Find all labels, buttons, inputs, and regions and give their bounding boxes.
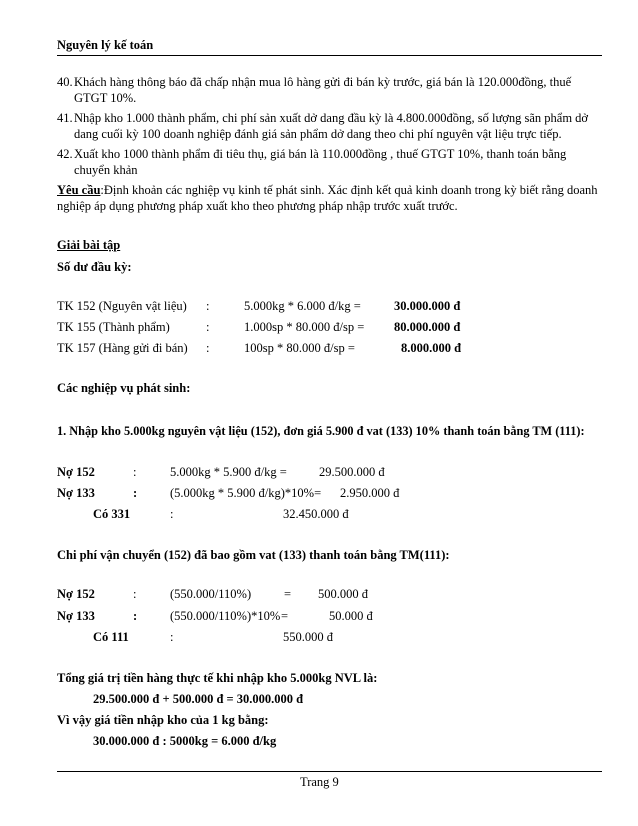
entry-calc: 5.000kg * 5.900 đ/kg =: [170, 465, 287, 479]
entry-amount: 550.000 đ: [283, 630, 333, 644]
opening-row-amount: 8.000.000 đ: [401, 341, 462, 355]
entry-label: Nợ 152: [57, 465, 95, 479]
opening-row-account: TK 152 (Nguyên vật liệu): [57, 299, 187, 313]
opening-row-amount: 30.000.000 đ: [394, 299, 461, 313]
page-number: Trang 9: [300, 775, 339, 789]
item-number: 40.: [57, 75, 73, 89]
opening-row-account: TK 155 (Thành phẩm): [57, 320, 170, 334]
footer-rule: [57, 771, 602, 772]
total-heading: Tổng giá trị tiền hàng thực tế khi nhập kho 5.000kg NVL là:: [57, 671, 378, 685]
unit-price-heading: Vì vậy giá tiền nhập kho của 1 kg bằng:: [57, 713, 269, 727]
entry-amount: 29.500.000 đ: [319, 465, 385, 479]
entry-label: Có 331: [93, 507, 131, 521]
entry-colon: :: [170, 630, 174, 644]
entry-amount: 500.000 đ: [318, 587, 368, 601]
item-number: 42.: [57, 147, 73, 161]
entry-amount: 50.000 đ: [329, 609, 373, 623]
unit-price-formula: 30.000.000 đ : 5000kg = 6.000 đ/kg: [93, 734, 277, 748]
entry-calc: (5.000kg * 5.900 đ/kg)*10%=: [170, 486, 322, 500]
entry-calc: (550.000/110%)*10%: [170, 609, 281, 623]
transactions-heading: Các nghiệp vụ phát sinh:: [57, 381, 191, 395]
entry-label: Nợ 133: [57, 486, 95, 500]
item-number: 41.: [57, 111, 73, 125]
opening-row-amount: 80.000.000 đ: [394, 320, 461, 334]
opening-balance-heading: Số dư đầu kỳ:: [57, 260, 132, 274]
item-text: Nhập kho 1.000 thành phẩm, chi phí sản xuất dở dang đầu kỳ là 4.800.000đồng, số lượng sãn phẩm dở dang cuối kỳ 100 doanh nghiệp đánh giá sản phẩm dở dang theo chi phí nguyên vật liệu trực tiếp.: [74, 111, 589, 141]
entry-label: Nợ 133: [57, 609, 95, 623]
entry-amount: 2.950.000 đ: [340, 486, 400, 500]
entry-colon: :: [133, 587, 137, 601]
entry-label: Có 111: [93, 630, 129, 644]
opening-row-colon: :: [206, 341, 210, 355]
requirement-text: :Định khoản các nghiệp vụ kinh tế phát sinh. Xác định kết quả kinh doanh trong kỳ biết rằng doanh nghiệp áp dụng phương pháp xuất kho theo phương pháp nhập trước xuất trước.: [57, 183, 598, 213]
requirement-label: Yêu cầu: [57, 183, 101, 197]
opening-row-calc: 5.000kg * 6.000 đ/kg =: [244, 299, 361, 313]
requirement-paragraph: [57, 182, 602, 214]
entry-label: Nợ 152: [57, 587, 95, 601]
entry-colon: :: [133, 465, 137, 479]
header-rule: [57, 55, 602, 56]
entry-equals: =: [281, 609, 289, 623]
entry-colon: :: [133, 486, 138, 500]
opening-row-colon: :: [206, 299, 210, 313]
solution-heading: Giải bài tập: [57, 238, 121, 252]
entry-colon: :: [170, 507, 174, 521]
opening-row-calc: 1.000sp * 80.000 đ/sp =: [244, 320, 365, 334]
total-formula: 29.500.000 đ + 500.000 đ = 30.000.000 đ: [93, 692, 304, 706]
transaction-1-heading: 1. Nhập kho 5.000kg nguyên vật liệu (152), đơn giá 5.900 đ vat (133) 10% thanh toán bằng TM (111):: [57, 424, 585, 438]
entry-equals: =: [284, 587, 292, 601]
opening-row-account: TK 157 (Hàng gửi đi bán): [57, 341, 188, 355]
item-text: Xuất kho 1000 thành phẩm đi tiêu thụ, giá bán là 110.000đồng , thuế GTGT 10%, thanh toán bằng chuyển khản: [74, 147, 567, 177]
entry-colon: :: [133, 609, 138, 623]
entry-amount: 32.450.000 đ: [283, 507, 349, 521]
header-title: Nguyên lý kế toán: [57, 38, 154, 52]
item-text: Khách hàng thông báo đã chấp nhận mua lô hàng gửi đi bán kỳ trước, giá bán là 120.000đồng, thuế GTGT 10%.: [74, 75, 572, 105]
opening-row-colon: :: [206, 320, 210, 334]
opening-row-calc: 100sp * 80.000 đ/sp =: [244, 341, 355, 355]
shipping-heading: Chi phí vận chuyển (152) đã bao gồm vat (133) thanh toán bằng TM(111):: [57, 548, 450, 562]
entry-calc: (550.000/110%): [170, 587, 252, 601]
